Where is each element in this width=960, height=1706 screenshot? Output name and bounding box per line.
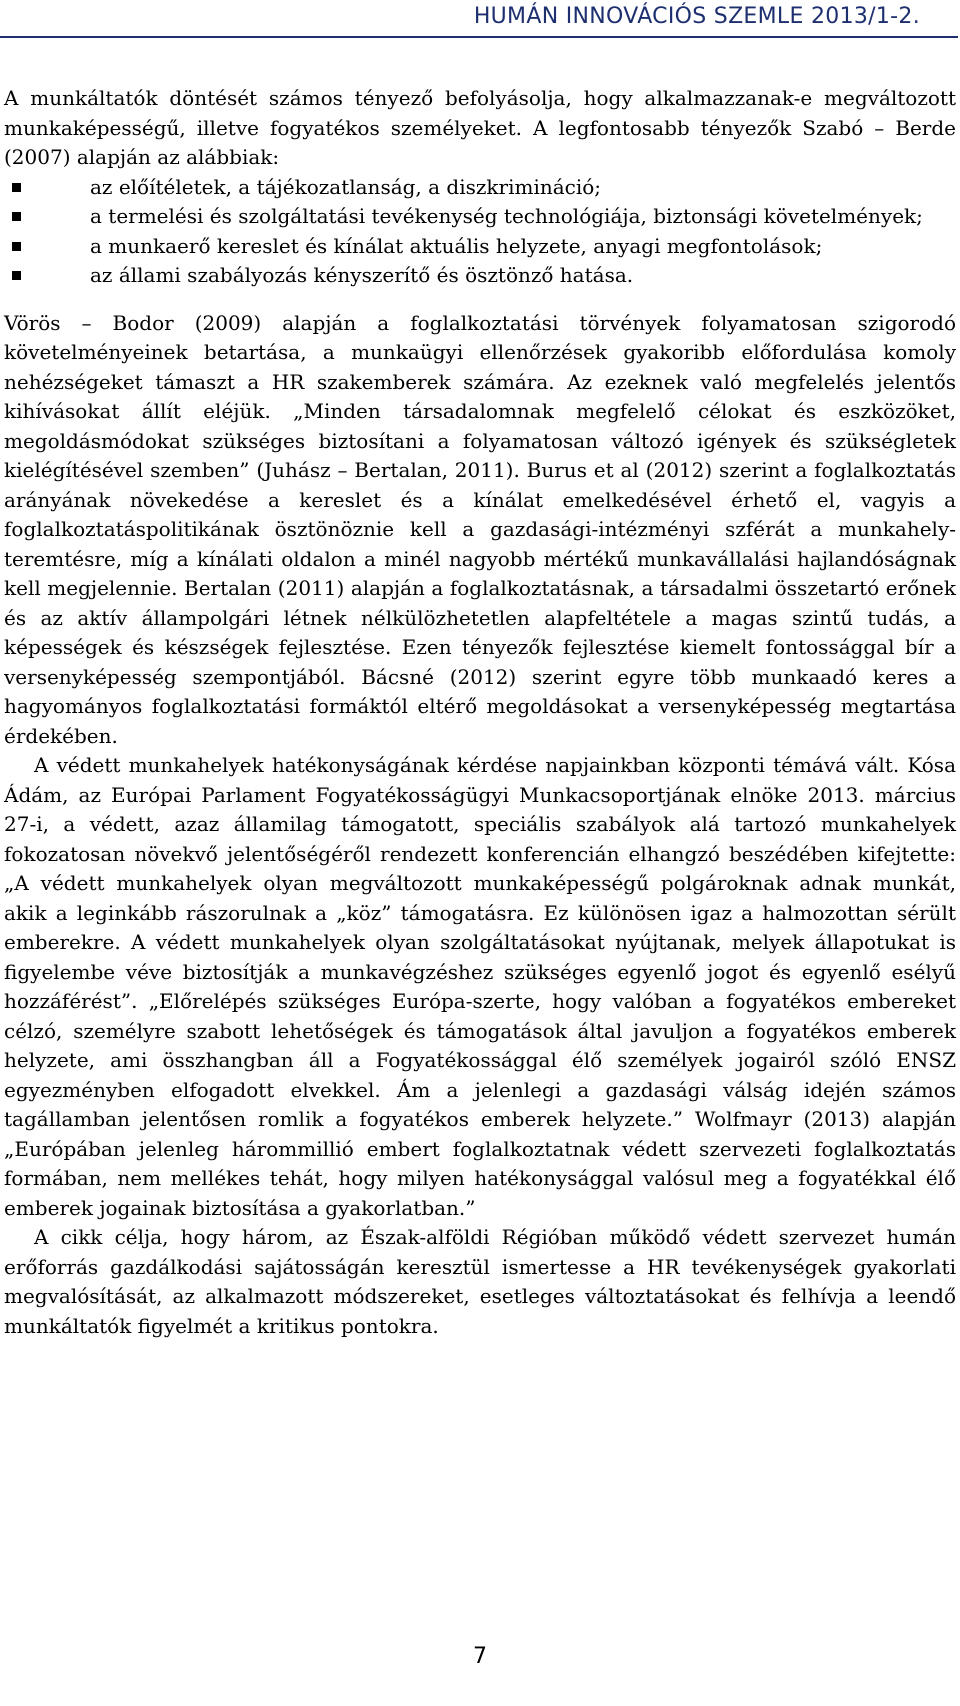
- list-item-text: a munkaerő kereslet és kínálat aktuális helyzete, anyagi megfontolások;: [90, 233, 823, 258]
- bullet-icon: [12, 183, 21, 192]
- header-rule: [0, 36, 958, 38]
- list-item-text: az előítéletek, a tájékozatlanság, a diszkrimináció;: [90, 174, 602, 199]
- bullet-icon: [12, 242, 21, 251]
- bullet-icon: [12, 271, 21, 280]
- intro-paragraph: A munkáltatók döntését számos tényező befolyásolja, hogy alkalmazzanak-e megváltozott munkaképességű, illetve fogyatékos személyeket. A legfontosabb tényezők Szabó – Berde (2007) alapján az alábbiak:: [4, 86, 956, 169]
- list-item: [4, 202, 956, 232]
- list-item: [4, 232, 956, 262]
- list-item-text: az állami szabályozás kényszerítő és ösztönző hatása.: [90, 263, 634, 287]
- paragraph-gap: [4, 291, 956, 309]
- body-paragraph: A védett munkahelyek hatékonyságának kérdése napjainkban központi témává vált. Kósa Ádám, az Európai Parlament Fogyatékosságügyi Munkacsoportjának elnöke 2013. március 27-i, a védett, azaz államilag támogatott, speciális szabályok alá tartozó munkahelyek fokozatosan növekvő jelentőségéről rendezett konferencián elhangzó beszédében kifejtette: „A védett munkahelyek olyan megváltozott munkaképességű polgároknak adnak munkát, akik a leginkább rászorulnak a „köz” támogatásra. Ez különösen igaz a halmozottan sérült emberekre. A védett munkahelyek olyan szolgáltatásokat nyújtanak, melyek állapotukat is figyelembe véve biztosítják a munkavégzéshez szükséges egyenlő jogot és egyenlő esélyű hozzáférést”. „Előrelépés szükséges Európa-szerte, hogy valóban a fogyatékos embereket célzó, személyre szabott lehetőségek és támogatások által javuljon a fogyatékos emberek helyzete, ami összhangban áll a Fogyatékossággal élő személyek jogairól szóló ENSZ egyezményben elfogadott elvekkel. Ám a jelenlegi a gazdasági válság idején számos tagállamban jelentősen romlik a fogyatékos emberek helyzete.” Wolfmayr (2013) alapján „Európában jelenleg hárommillió embert foglalkoztatnak védett szervezeti foglalkoztatás formában, nem mellékes tehát, hogy milyen hatékonysággal valósul meg a fogyatékkal élő emberek jogainak biztosítása a gyakorlatban.”: [4, 753, 956, 1220]
- journal-header: HUMÁN INNOVÁCIÓS SZEMLE 2013/1-2.: [473, 4, 920, 29]
- factor-list: [4, 173, 956, 291]
- body-paragraph: Vörös – Bodor (2009) alapján a foglalkoztatási törvények folyamatosan szigorodó követelményeinek betartása, a munkaügyi ellenőrzések gyakoribb előfordulása komoly nehézségeket támaszt a HR szakemberek számára. Az ezeknek való megfelelés jelentős kihívásokat állít eléjük. „Minden társadalomnak megfelelő célokat és eszközöket, megoldásmódokat szükséges biztosítani a folyamatosan változó igények és szükségletek kielégítésével szemben” (Juhász – Bertalan, 2011). Burus et al (2012) szerint a foglalkoztatás arányának növekedése a kereslet és a kínálat emelkedésével érhető el, vagyis a foglalkoztatáspolitikának ösztönöznie kell a gazdasági-intézményi szférát a munkahely-teremtésre, míg a kínálati oldalon a minél nagyobb mértékű munkavállalási hajlandóságnak kell megjelennie. Bertalan (2011) alapján a foglalkoztatásnak, a társadalmi összetartó erőnek és az aktív állampolgári létnek nélkülözhetetlen alapfeltétele a magas szintű tudás, a képességek és készségek fejlesztése. Ezen tényezők fejlesztése kiemelt fontossággal bír a versenyképesség szempontjából. Bácsné (2012) szerint egyre több munkaadó keres a hagyományos foglalkoztatási formáktól eltérő megoldásokat a versenyképesség megtartása érdekében.: [4, 310, 956, 748]
- list-item: [4, 261, 956, 291]
- page-number: 7: [473, 1644, 487, 1669]
- bullet-icon: [12, 212, 21, 221]
- list-item: [4, 173, 956, 203]
- body-paragraph: A cikk célja, hogy három, az Észak-alföldi Régióban működő védett szervezet humán erőforrás gazdálkodási sajátosságán keresztül ismertesse a HR tevékenységek gyakorlati megvalósítását, az alkalmazott módszereket, esetleges változtatásokat és felhívja a leendő munkáltatók figyelmét a kritikus pontokra.: [4, 1225, 956, 1338]
- list-item-text: a termelési és szolgáltatási tevékenység technológiája, biztonsági követelmények;: [90, 204, 923, 228]
- article-body: [4, 84, 956, 1341]
